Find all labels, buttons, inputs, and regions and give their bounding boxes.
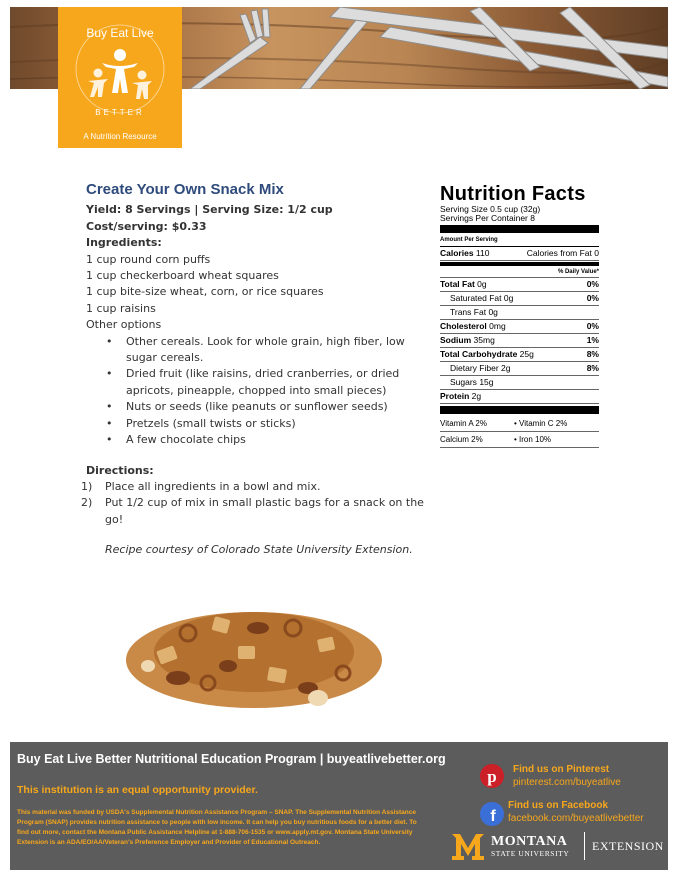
- logo-line1: Buy Eat Live: [86, 26, 154, 40]
- nutrient-daily-value: 8%: [586, 349, 599, 359]
- recipe-yield: Yield: 8 Servings | Serving Size: 1/2 cup: [86, 203, 333, 217]
- nutrient-daily-value: 0%: [586, 279, 599, 289]
- nutrition-facts-label: [440, 183, 599, 448]
- ingredient-item: 1 cup checkerboard wheat squares: [86, 269, 279, 283]
- step-number: 2): [81, 496, 93, 510]
- pinterest-icon: [480, 764, 504, 788]
- step-text: Place all ingredients in a bowl and mix.: [105, 479, 321, 493]
- facebook-icon: [480, 802, 504, 826]
- msu-extension-logo: [448, 828, 664, 864]
- msu-m-icon: [450, 828, 486, 864]
- nutrient-row: [440, 348, 599, 362]
- directions-heading: Directions:: [86, 463, 154, 477]
- nutrient-label: Cholesterol: [440, 321, 487, 331]
- other-options-heading: Other options: [86, 318, 162, 332]
- msu-name: MONTANA: [491, 834, 568, 849]
- calories-row: [440, 247, 599, 261]
- msu-university: STATE UNIVERSITY: [491, 849, 570, 858]
- funding-fine-print: This material was funded by USDA's Supplemental Nutrition Assistance Program – SNAP. The Supplemental Nutrition Assistance Program (SNAP) provides nutrition assistance to people with low income. It can help you buy nutritious foods for a better diet. To find out more, contact the Montana Public Assistance Helpline at 1-888-706-1535 or www.apply.mt.gov. Montana State University Extension is an ADA/EO/AA/Veteran's Preference Employer and Provider of Educational Outreach.: [17, 809, 417, 846]
- nutrient-label: Total Carbohydrate: [440, 349, 518, 359]
- nutrient-daily-value: 8%: [586, 363, 599, 373]
- nutrient-amount: 35mg: [473, 335, 495, 345]
- ingredient-item: 1 cup bite-size wheat, corn, or rice squares: [86, 285, 324, 299]
- nutrient-row: [440, 362, 599, 376]
- serving-size: Serving Size 0.5 cup (32g): [440, 204, 541, 214]
- nutrient-row: [440, 376, 599, 390]
- calcium: Calcium 2%: [440, 435, 483, 444]
- buy-eat-live-better-logo: [58, 7, 182, 148]
- nutrient-label: Dietary Fiber: [450, 363, 499, 373]
- nutrient-row: [440, 306, 599, 320]
- nutrient-label: Protein: [440, 391, 470, 401]
- nutrient-row: [440, 390, 599, 404]
- nutrient-amount: 0g: [503, 293, 514, 303]
- facebook-url[interactable]: facebook.com/buyeatlivebetter: [508, 813, 644, 824]
- facebook-label: Find us on Facebook: [508, 800, 609, 811]
- option-item: • Nuts or seeds (like peanuts or sunflower seeds): [126, 399, 426, 415]
- daily-value-header: % Daily Value*: [440, 267, 599, 278]
- snack-mix-photo: [118, 588, 390, 718]
- logo-figures-icon: [58, 7, 182, 131]
- option-item: • Dried fruit (like raisins, dried cranberries, or dried apricots, pineapple, chopped into small pieces): [126, 366, 426, 399]
- nutrient-daily-value: 0%: [586, 293, 599, 303]
- pinterest-label: Find us on Pinterest: [513, 764, 610, 775]
- directions-list: [81, 479, 426, 528]
- nutrient-label: Saturated Fat: [450, 293, 502, 303]
- other-options-list: [106, 334, 426, 449]
- vitamin-c: • Vitamin C 2%: [514, 419, 568, 428]
- ingredients-heading: Ingredients:: [86, 236, 162, 250]
- nutrient-row: [440, 320, 599, 334]
- nutrient-label: Trans Fat: [450, 307, 487, 317]
- nutrient-amount: 0g: [477, 279, 487, 289]
- footer: [10, 742, 668, 870]
- nutrient-row: [440, 278, 599, 292]
- nutrient-row: [440, 292, 599, 306]
- recipe-title: Create Your Own Snack Mix: [86, 181, 284, 198]
- mineral-row: [440, 432, 599, 448]
- logo-caption: A Nutrition Resource: [83, 132, 157, 141]
- calories-label: Calories: [440, 248, 474, 258]
- msu-extension: EXTENSION: [592, 839, 664, 853]
- calories-value: 110: [475, 248, 490, 258]
- nutrient-rows: [440, 278, 599, 404]
- step-text: Put 1/2 cup of mix in small plastic bags for a snack on the go!: [105, 496, 424, 526]
- footer-title: Buy Eat Live Better Nutritional Education Program | buyeatlivebetter.org: [17, 752, 446, 766]
- nutrient-row: [440, 334, 599, 348]
- option-item: • A few chocolate chips: [126, 432, 426, 448]
- vitamin-a: Vitamin A 2%: [440, 419, 487, 428]
- nutrient-amount: 0mg: [489, 321, 506, 331]
- ingredient-item: 1 cup round corn puffs: [86, 252, 211, 266]
- nutrient-amount: 0g: [488, 307, 498, 317]
- nutrition-title: Nutrition Facts: [440, 183, 586, 205]
- calories-from-fat: Calories from Fat 0: [526, 248, 599, 258]
- nutrient-amount: 25g: [519, 349, 534, 359]
- direction-step: [81, 495, 426, 528]
- nutrient-daily-value: 1%: [586, 335, 599, 345]
- recipe-credit: Recipe courtesy of Colorado State University Extension.: [105, 543, 413, 557]
- nutrient-label: Sodium: [440, 335, 472, 345]
- step-number: 1): [81, 479, 93, 493]
- svg-text:f: f: [490, 808, 496, 825]
- direction-step: [81, 479, 426, 495]
- servings-per-container: Servings Per Container 8: [440, 213, 535, 223]
- vitamin-row: [440, 416, 599, 432]
- option-item: • Other cereals. Look for whole grain, high fiber, low sugar cereals.: [126, 334, 426, 367]
- nutrient-amount: 15g: [479, 377, 494, 387]
- amount-per-serving: Amount Per Serving: [440, 235, 599, 247]
- nutrient-amount: 2g: [501, 363, 511, 373]
- nutrient-amount: 2g: [471, 391, 482, 401]
- nutrient-label: Total Fat: [440, 279, 475, 289]
- equal-opportunity-statement: This institution is an equal opportunity provider.: [17, 784, 258, 796]
- svg-text:p: p: [487, 767, 497, 786]
- logo-line2: BETTER: [95, 108, 145, 117]
- iron: • Iron 10%: [514, 435, 552, 444]
- nutrient-daily-value: 0%: [586, 321, 599, 331]
- nutrient-label: Sugars: [450, 377, 477, 387]
- recipe-section: [81, 181, 426, 559]
- pinterest-url[interactable]: pinterest.com/buyeatlive: [513, 777, 621, 788]
- ingredient-item: 1 cup raisins: [86, 301, 156, 315]
- option-item: • Pretzels (small twists or sticks): [126, 416, 426, 432]
- recipe-cost: Cost/serving: $0.33: [86, 219, 207, 233]
